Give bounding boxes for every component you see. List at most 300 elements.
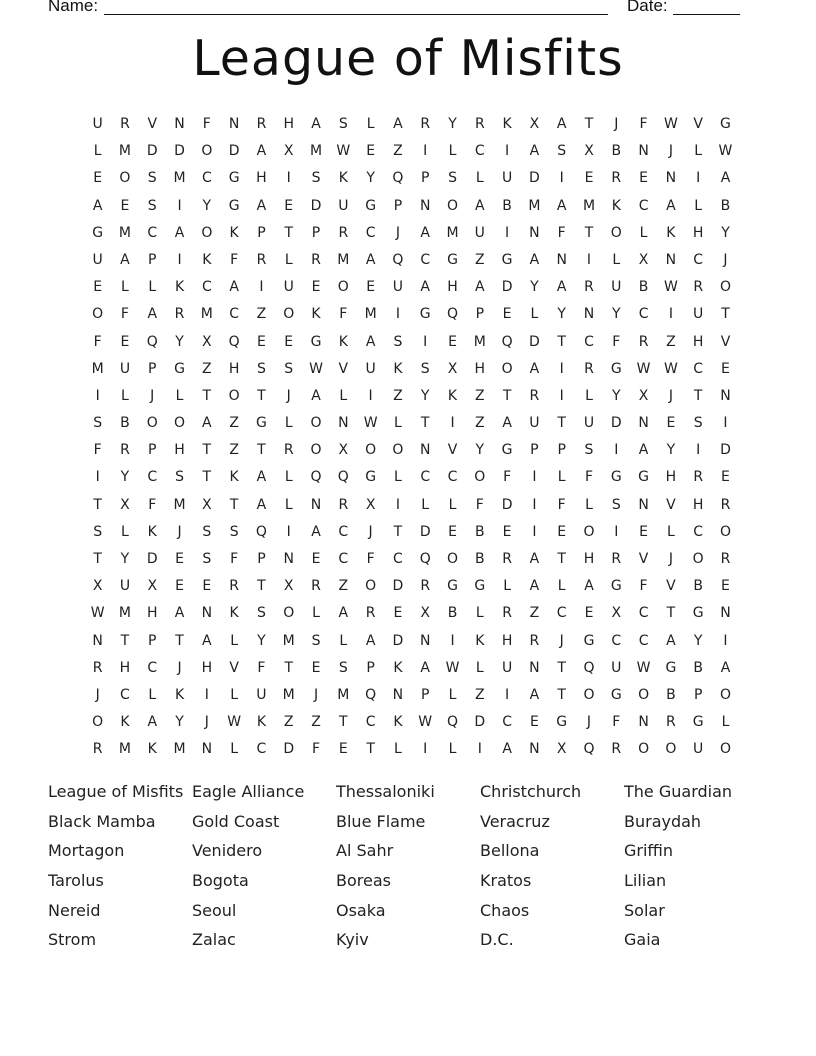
grid-letter[interactable]: M <box>337 686 350 703</box>
grid-letter[interactable]: O <box>719 686 731 703</box>
grid-letter[interactable]: E <box>721 469 730 486</box>
grid-letter[interactable]: E <box>338 741 348 758</box>
grid-letter[interactable]: O <box>692 551 704 567</box>
grid-letter[interactable]: F <box>612 333 621 350</box>
grid-letter[interactable]: O <box>283 306 295 323</box>
grid-letter[interactable]: I <box>559 387 564 404</box>
grid-letter[interactable]: V <box>666 578 676 595</box>
grid-letter[interactable]: N <box>419 442 431 459</box>
grid-letter[interactable]: L <box>585 496 593 513</box>
grid-letter[interactable]: W <box>663 279 678 296</box>
grid-letter[interactable]: T <box>502 387 512 404</box>
grid-letter[interactable]: C <box>147 469 158 486</box>
grid-letter[interactable]: U <box>529 415 540 432</box>
grid-letter[interactable]: Q <box>583 659 595 676</box>
grid-letter[interactable]: R <box>338 496 349 513</box>
grid-letter[interactable]: C <box>447 469 458 486</box>
grid-letter[interactable]: N <box>665 251 677 268</box>
grid-letter[interactable]: W <box>90 605 105 622</box>
grid-letter[interactable]: J <box>177 659 182 676</box>
grid-letter[interactable]: A <box>529 251 540 268</box>
grid-letter[interactable]: U <box>693 741 704 758</box>
grid-letter[interactable]: X <box>283 143 294 160</box>
grid-letter[interactable]: K <box>174 279 185 296</box>
grid-letter[interactable]: P <box>148 632 157 649</box>
grid-letter[interactable]: S <box>202 523 212 540</box>
grid-letter[interactable]: C <box>556 605 567 622</box>
grid-letter[interactable]: N <box>529 224 540 241</box>
grid-letter[interactable]: Z <box>393 143 403 160</box>
grid-letter[interactable]: N <box>283 551 294 567</box>
grid-letter[interactable]: E <box>311 551 321 567</box>
grid-letter[interactable]: N <box>529 741 540 758</box>
grid-letter[interactable]: L <box>585 387 593 404</box>
grid-letter[interactable]: J <box>368 523 373 540</box>
grid-letter[interactable]: L <box>475 605 484 622</box>
grid-letter[interactable]: F <box>202 116 211 132</box>
grid-letter[interactable]: L <box>475 659 484 676</box>
grid-letter[interactable]: P <box>393 197 403 214</box>
grid-letter[interactable]: L <box>530 306 539 323</box>
grid-letter[interactable]: O <box>583 523 595 540</box>
grid-letter[interactable]: J <box>668 551 673 567</box>
grid-letter[interactable]: L <box>666 523 675 540</box>
grid-letter[interactable]: I <box>95 469 100 486</box>
grid-letter[interactable]: R <box>120 116 130 132</box>
grid-letter[interactable]: L <box>421 496 430 513</box>
grid-letter[interactable]: C <box>338 523 349 540</box>
grid-letter[interactable]: R <box>256 251 267 268</box>
grid-letter[interactable]: C <box>611 632 622 649</box>
grid-letter[interactable]: S <box>147 170 157 187</box>
grid-letter[interactable]: V <box>638 551 649 567</box>
grid-letter[interactable]: P <box>148 251 157 268</box>
grid-letter[interactable]: I <box>177 197 182 214</box>
grid-letter[interactable]: H <box>501 632 513 649</box>
grid-letter[interactable]: G <box>665 659 677 676</box>
grid-letter[interactable]: I <box>286 170 291 187</box>
grid-letter[interactable]: Z <box>475 686 485 703</box>
grid-letter[interactable]: I <box>423 333 428 350</box>
grid-letter[interactable]: S <box>338 659 348 676</box>
grid-letter[interactable]: L <box>721 714 730 731</box>
grid-letter[interactable]: I <box>559 170 564 187</box>
grid-letter[interactable]: O <box>228 387 240 404</box>
grid-letter[interactable]: G <box>365 197 377 214</box>
grid-letter[interactable]: C <box>147 659 158 676</box>
grid-letter[interactable]: Y <box>420 387 430 404</box>
grid-letter[interactable]: R <box>92 741 103 758</box>
grid-letter[interactable]: N <box>638 143 649 160</box>
grid-letter[interactable]: J <box>586 714 592 731</box>
grid-letter[interactable]: X <box>420 605 430 622</box>
grid-letter[interactable]: N <box>228 116 240 132</box>
grid-letter[interactable]: A <box>638 442 649 459</box>
grid-letter[interactable]: A <box>393 116 403 132</box>
grid-letter[interactable]: T <box>666 605 676 622</box>
grid-letter[interactable]: C <box>338 551 349 567</box>
grid-letter[interactable]: X <box>556 741 567 758</box>
grid-letter[interactable]: G <box>92 224 104 241</box>
grid-letter[interactable]: Q <box>365 686 377 703</box>
grid-letter[interactable]: S <box>202 551 212 567</box>
grid-letter[interactable]: Q <box>310 469 322 486</box>
grid-letter[interactable]: H <box>583 551 595 567</box>
grid-letter[interactable]: M <box>582 197 596 214</box>
grid-letter[interactable]: C <box>638 197 649 214</box>
grid-letter[interactable]: F <box>230 551 239 567</box>
grid-letter[interactable]: S <box>311 170 321 187</box>
grid-letter[interactable]: I <box>423 741 428 758</box>
grid-letter[interactable]: Z <box>229 442 239 459</box>
grid-letter[interactable]: K <box>311 306 321 323</box>
grid-letter[interactable]: A <box>720 659 731 676</box>
grid-letter[interactable]: C <box>201 279 212 296</box>
grid-letter[interactable]: B <box>720 197 731 214</box>
grid-letter[interactable]: C <box>256 741 267 758</box>
grid-letter[interactable]: F <box>557 496 566 513</box>
grid-letter[interactable]: D <box>174 143 185 160</box>
grid-letter[interactable]: B <box>475 523 485 540</box>
grid-letter[interactable]: K <box>611 197 621 214</box>
grid-letter[interactable]: L <box>121 279 129 296</box>
grid-letter[interactable]: G <box>692 605 704 622</box>
date-blank-line[interactable] <box>673 14 740 15</box>
grid-letter[interactable]: E <box>175 551 184 567</box>
grid-letter[interactable]: Y <box>475 442 485 459</box>
grid-letter[interactable]: U <box>338 197 349 214</box>
grid-letter[interactable]: C <box>420 469 431 486</box>
grid-letter[interactable]: I <box>532 469 537 486</box>
grid-letter[interactable]: I <box>368 387 373 404</box>
grid-letter[interactable]: H <box>692 333 704 350</box>
grid-letter[interactable]: A <box>475 197 485 214</box>
grid-letter[interactable]: I <box>177 251 182 268</box>
grid-letter[interactable]: A <box>256 197 267 214</box>
grid-letter[interactable]: L <box>448 686 457 703</box>
grid-letter[interactable]: A <box>92 197 103 214</box>
grid-letter[interactable]: Y <box>257 632 266 649</box>
grid-letter[interactable]: A <box>365 251 376 268</box>
grid-letter[interactable]: R <box>420 578 431 595</box>
grid-letter[interactable]: L <box>612 251 621 268</box>
grid-letter[interactable]: S <box>584 442 594 459</box>
grid-letter[interactable]: L <box>230 632 239 649</box>
grid-letter[interactable]: G <box>501 251 513 268</box>
grid-letter[interactable]: O <box>365 578 377 595</box>
grid-letter[interactable]: X <box>120 496 130 513</box>
grid-letter[interactable]: I <box>450 415 455 432</box>
grid-letter[interactable]: E <box>393 605 403 622</box>
grid-letter[interactable]: I <box>395 306 400 323</box>
grid-letter[interactable]: I <box>614 442 619 459</box>
grid-letter[interactable]: V <box>229 659 239 676</box>
grid-letter[interactable]: I <box>477 741 482 758</box>
grid-letter[interactable]: C <box>393 551 403 567</box>
grid-letter[interactable]: F <box>339 306 348 323</box>
grid-letter[interactable]: E <box>120 333 130 350</box>
grid-letter[interactable]: E <box>639 170 649 187</box>
grid-letter[interactable]: G <box>610 578 622 595</box>
grid-letter[interactable]: T <box>202 442 212 459</box>
grid-letter[interactable]: P <box>257 551 266 567</box>
grid-letter[interactable]: E <box>202 578 212 595</box>
grid-letter[interactable]: E <box>721 578 730 595</box>
grid-letter[interactable]: G <box>474 578 486 595</box>
grid-letter[interactable]: T <box>366 741 375 758</box>
grid-letter[interactable]: C <box>474 143 485 160</box>
grid-letter[interactable]: H <box>283 116 294 132</box>
grid-letter[interactable]: P <box>420 170 430 187</box>
grid-letter[interactable]: N <box>556 251 567 268</box>
grid-letter[interactable]: L <box>121 387 129 404</box>
grid-letter[interactable]: H <box>692 224 704 241</box>
grid-letter[interactable]: P <box>693 686 703 703</box>
grid-letter[interactable]: R <box>311 578 321 595</box>
grid-letter[interactable]: O <box>610 224 622 241</box>
grid-letter[interactable]: I <box>95 387 100 404</box>
grid-letter[interactable]: N <box>638 714 649 731</box>
grid-letter[interactable]: H <box>665 469 677 486</box>
grid-letter[interactable]: S <box>93 523 103 540</box>
grid-letter[interactable]: T <box>175 632 184 649</box>
grid-letter[interactable]: R <box>529 632 540 649</box>
grid-letter[interactable]: F <box>584 469 594 486</box>
grid-letter[interactable]: H <box>174 442 185 459</box>
grid-letter[interactable]: T <box>93 551 102 567</box>
grid-letter[interactable]: O <box>365 442 377 459</box>
grid-letter[interactable]: A <box>202 415 212 432</box>
grid-letter[interactable]: O <box>392 442 404 459</box>
grid-letter[interactable]: F <box>120 306 129 323</box>
grid-letter[interactable]: L <box>284 251 293 268</box>
grid-letter[interactable]: R <box>229 578 239 595</box>
grid-letter[interactable]: O <box>337 279 349 296</box>
grid-letter[interactable]: W <box>636 659 651 676</box>
grid-letter[interactable]: O <box>665 741 677 758</box>
grid-letter[interactable]: Q <box>446 306 459 323</box>
grid-letter[interactable]: L <box>230 686 239 703</box>
grid-letter[interactable]: D <box>146 143 158 160</box>
grid-letter[interactable]: H <box>201 659 213 676</box>
grid-letter[interactable]: D <box>501 279 513 296</box>
grid-letter[interactable]: K <box>502 116 512 132</box>
grid-letter[interactable]: E <box>257 333 266 350</box>
grid-letter[interactable]: K <box>393 659 403 676</box>
grid-letter[interactable]: C <box>693 523 704 540</box>
grid-letter[interactable]: O <box>583 686 595 703</box>
grid-letter[interactable]: Q <box>146 333 158 350</box>
grid-letter[interactable]: D <box>529 333 540 350</box>
grid-letter[interactable]: J <box>668 387 673 404</box>
grid-letter[interactable]: A <box>174 224 185 241</box>
grid-letter[interactable]: O <box>146 415 158 432</box>
grid-letter[interactable]: R <box>338 224 349 241</box>
grid-letter[interactable]: B <box>638 279 649 296</box>
grid-letter[interactable]: L <box>394 741 402 758</box>
grid-letter[interactable]: I <box>559 360 564 377</box>
grid-letter[interactable]: A <box>365 632 376 649</box>
grid-letter[interactable]: S <box>284 360 294 377</box>
grid-letter[interactable]: Y <box>366 170 375 187</box>
grid-letter[interactable]: A <box>720 170 731 187</box>
grid-letter[interactable]: A <box>120 251 130 268</box>
grid-letter[interactable]: D <box>283 741 295 758</box>
grid-letter[interactable]: R <box>693 279 704 296</box>
grid-letter[interactable]: B <box>447 605 458 622</box>
grid-letter[interactable]: W <box>445 659 460 676</box>
grid-letter[interactable]: O <box>92 306 104 323</box>
grid-letter[interactable]: F <box>148 496 157 513</box>
grid-letter[interactable]: S <box>93 415 103 432</box>
grid-letter[interactable]: B <box>693 578 703 595</box>
grid-letter[interactable]: U <box>501 659 513 676</box>
grid-letter[interactable]: F <box>557 224 566 241</box>
grid-letter[interactable]: S <box>611 496 621 513</box>
grid-letter[interactable]: A <box>529 578 540 595</box>
grid-letter[interactable]: F <box>230 251 239 268</box>
grid-letter[interactable]: A <box>311 387 321 404</box>
grid-letter[interactable]: L <box>230 741 239 758</box>
grid-letter[interactable]: V <box>720 333 731 350</box>
grid-letter[interactable]: L <box>448 741 457 758</box>
grid-letter[interactable]: C <box>365 714 376 731</box>
grid-letter[interactable]: P <box>530 442 539 459</box>
grid-letter[interactable]: G <box>447 578 458 595</box>
grid-letter[interactable]: T <box>229 496 239 513</box>
grid-letter[interactable]: A <box>365 333 376 350</box>
grid-letter[interactable]: L <box>394 469 402 486</box>
grid-letter[interactable]: O <box>201 143 213 160</box>
grid-letter[interactable]: F <box>311 741 321 758</box>
grid-letter[interactable]: T <box>120 632 130 649</box>
grid-letter[interactable]: A <box>202 632 212 649</box>
grid-letter[interactable]: X <box>611 605 622 622</box>
grid-letter[interactable]: U <box>119 360 131 377</box>
grid-letter[interactable]: F <box>366 551 375 567</box>
grid-letter[interactable]: E <box>639 523 649 540</box>
grid-letter[interactable]: J <box>395 224 400 241</box>
grid-letter[interactable]: N <box>174 116 185 132</box>
grid-letter[interactable]: R <box>611 170 622 187</box>
grid-letter[interactable]: A <box>311 116 321 132</box>
grid-letter[interactable]: Y <box>721 224 730 241</box>
grid-letter[interactable]: R <box>120 442 130 459</box>
grid-letter[interactable]: J <box>286 387 291 404</box>
grid-letter[interactable]: K <box>393 360 403 377</box>
grid-letter[interactable]: X <box>638 387 649 404</box>
grid-letter[interactable]: E <box>366 143 376 160</box>
grid-letter[interactable]: I <box>204 686 209 703</box>
grid-letter[interactable]: W <box>363 415 378 432</box>
grid-letter[interactable]: N <box>665 170 677 187</box>
grid-letter[interactable]: G <box>501 442 513 459</box>
grid-letter[interactable]: U <box>365 360 376 377</box>
grid-letter[interactable]: E <box>366 279 376 296</box>
grid-letter[interactable]: B <box>502 197 512 214</box>
grid-letter[interactable]: I <box>423 143 428 160</box>
grid-letter[interactable]: N <box>338 415 349 432</box>
grid-letter[interactable]: L <box>694 197 703 214</box>
grid-letter[interactable]: L <box>448 143 457 160</box>
grid-letter[interactable]: Y <box>448 116 457 132</box>
grid-letter[interactable]: T <box>202 469 212 486</box>
grid-letter[interactable]: Q <box>419 551 431 567</box>
grid-letter[interactable]: G <box>692 714 704 731</box>
grid-letter[interactable]: L <box>93 143 102 160</box>
grid-letter[interactable]: C <box>420 251 431 268</box>
grid-letter[interactable]: I <box>696 170 701 187</box>
grid-letter[interactable]: T <box>557 415 566 432</box>
grid-letter[interactable]: I <box>395 496 400 513</box>
grid-letter[interactable]: S <box>693 415 703 432</box>
grid-letter[interactable]: H <box>447 279 458 296</box>
grid-letter[interactable]: U <box>256 686 267 703</box>
grid-letter[interactable]: I <box>696 442 701 459</box>
grid-letter[interactable]: L <box>639 224 648 241</box>
grid-letter[interactable]: D <box>310 197 322 214</box>
grid-letter[interactable]: A <box>475 279 485 296</box>
grid-letter[interactable]: U <box>501 170 513 187</box>
grid-letter[interactable]: M <box>473 333 486 350</box>
grid-letter[interactable]: L <box>557 469 566 486</box>
grid-letter[interactable]: A <box>229 279 239 296</box>
grid-letter[interactable]: F <box>503 469 512 486</box>
grid-letter[interactable]: N <box>638 415 649 432</box>
grid-letter[interactable]: T <box>284 224 293 241</box>
grid-letter[interactable]: A <box>256 469 267 486</box>
grid-letter[interactable]: X <box>92 578 103 595</box>
grid-letter[interactable]: C <box>638 605 649 622</box>
grid-letter[interactable]: J <box>204 714 209 731</box>
grid-letter[interactable]: C <box>502 714 512 731</box>
grid-letter[interactable]: Y <box>612 306 621 323</box>
grid-letter[interactable]: I <box>614 523 619 540</box>
grid-letter[interactable]: R <box>611 551 622 567</box>
grid-letter[interactable]: E <box>529 714 539 731</box>
grid-letter[interactable]: O <box>310 442 322 459</box>
grid-letter[interactable]: O <box>446 551 459 567</box>
grid-letter[interactable]: L <box>448 496 457 513</box>
grid-letter[interactable]: F <box>93 333 102 350</box>
grid-letter[interactable]: L <box>557 578 566 595</box>
grid-letter[interactable]: L <box>339 387 348 404</box>
grid-letter[interactable]: O <box>501 360 513 377</box>
grid-letter[interactable]: T <box>584 116 594 132</box>
grid-letter[interactable]: O <box>446 197 459 214</box>
grid-letter[interactable]: X <box>283 578 294 595</box>
grid-letter[interactable]: N <box>419 632 431 649</box>
grid-letter[interactable]: S <box>557 143 567 160</box>
grid-letter[interactable]: R <box>693 469 704 486</box>
grid-letter[interactable]: I <box>723 632 728 649</box>
grid-letter[interactable]: L <box>148 279 157 296</box>
grid-letter[interactable]: B <box>666 686 676 703</box>
grid-letter[interactable]: P <box>148 360 157 377</box>
grid-letter[interactable]: O <box>638 741 650 758</box>
grid-letter[interactable]: L <box>284 469 293 486</box>
grid-letter[interactable]: D <box>392 578 404 595</box>
grid-letter[interactable]: C <box>693 360 704 377</box>
grid-letter[interactable]: L <box>475 170 484 187</box>
grid-letter[interactable]: L <box>284 496 293 513</box>
grid-letter[interactable]: R <box>611 741 622 758</box>
grid-letter[interactable]: O <box>638 686 650 703</box>
grid-letter[interactable]: M <box>337 251 350 268</box>
grid-letter[interactable]: C <box>201 170 212 187</box>
grid-letter[interactable]: D <box>610 415 622 432</box>
grid-letter[interactable]: W <box>663 360 678 377</box>
